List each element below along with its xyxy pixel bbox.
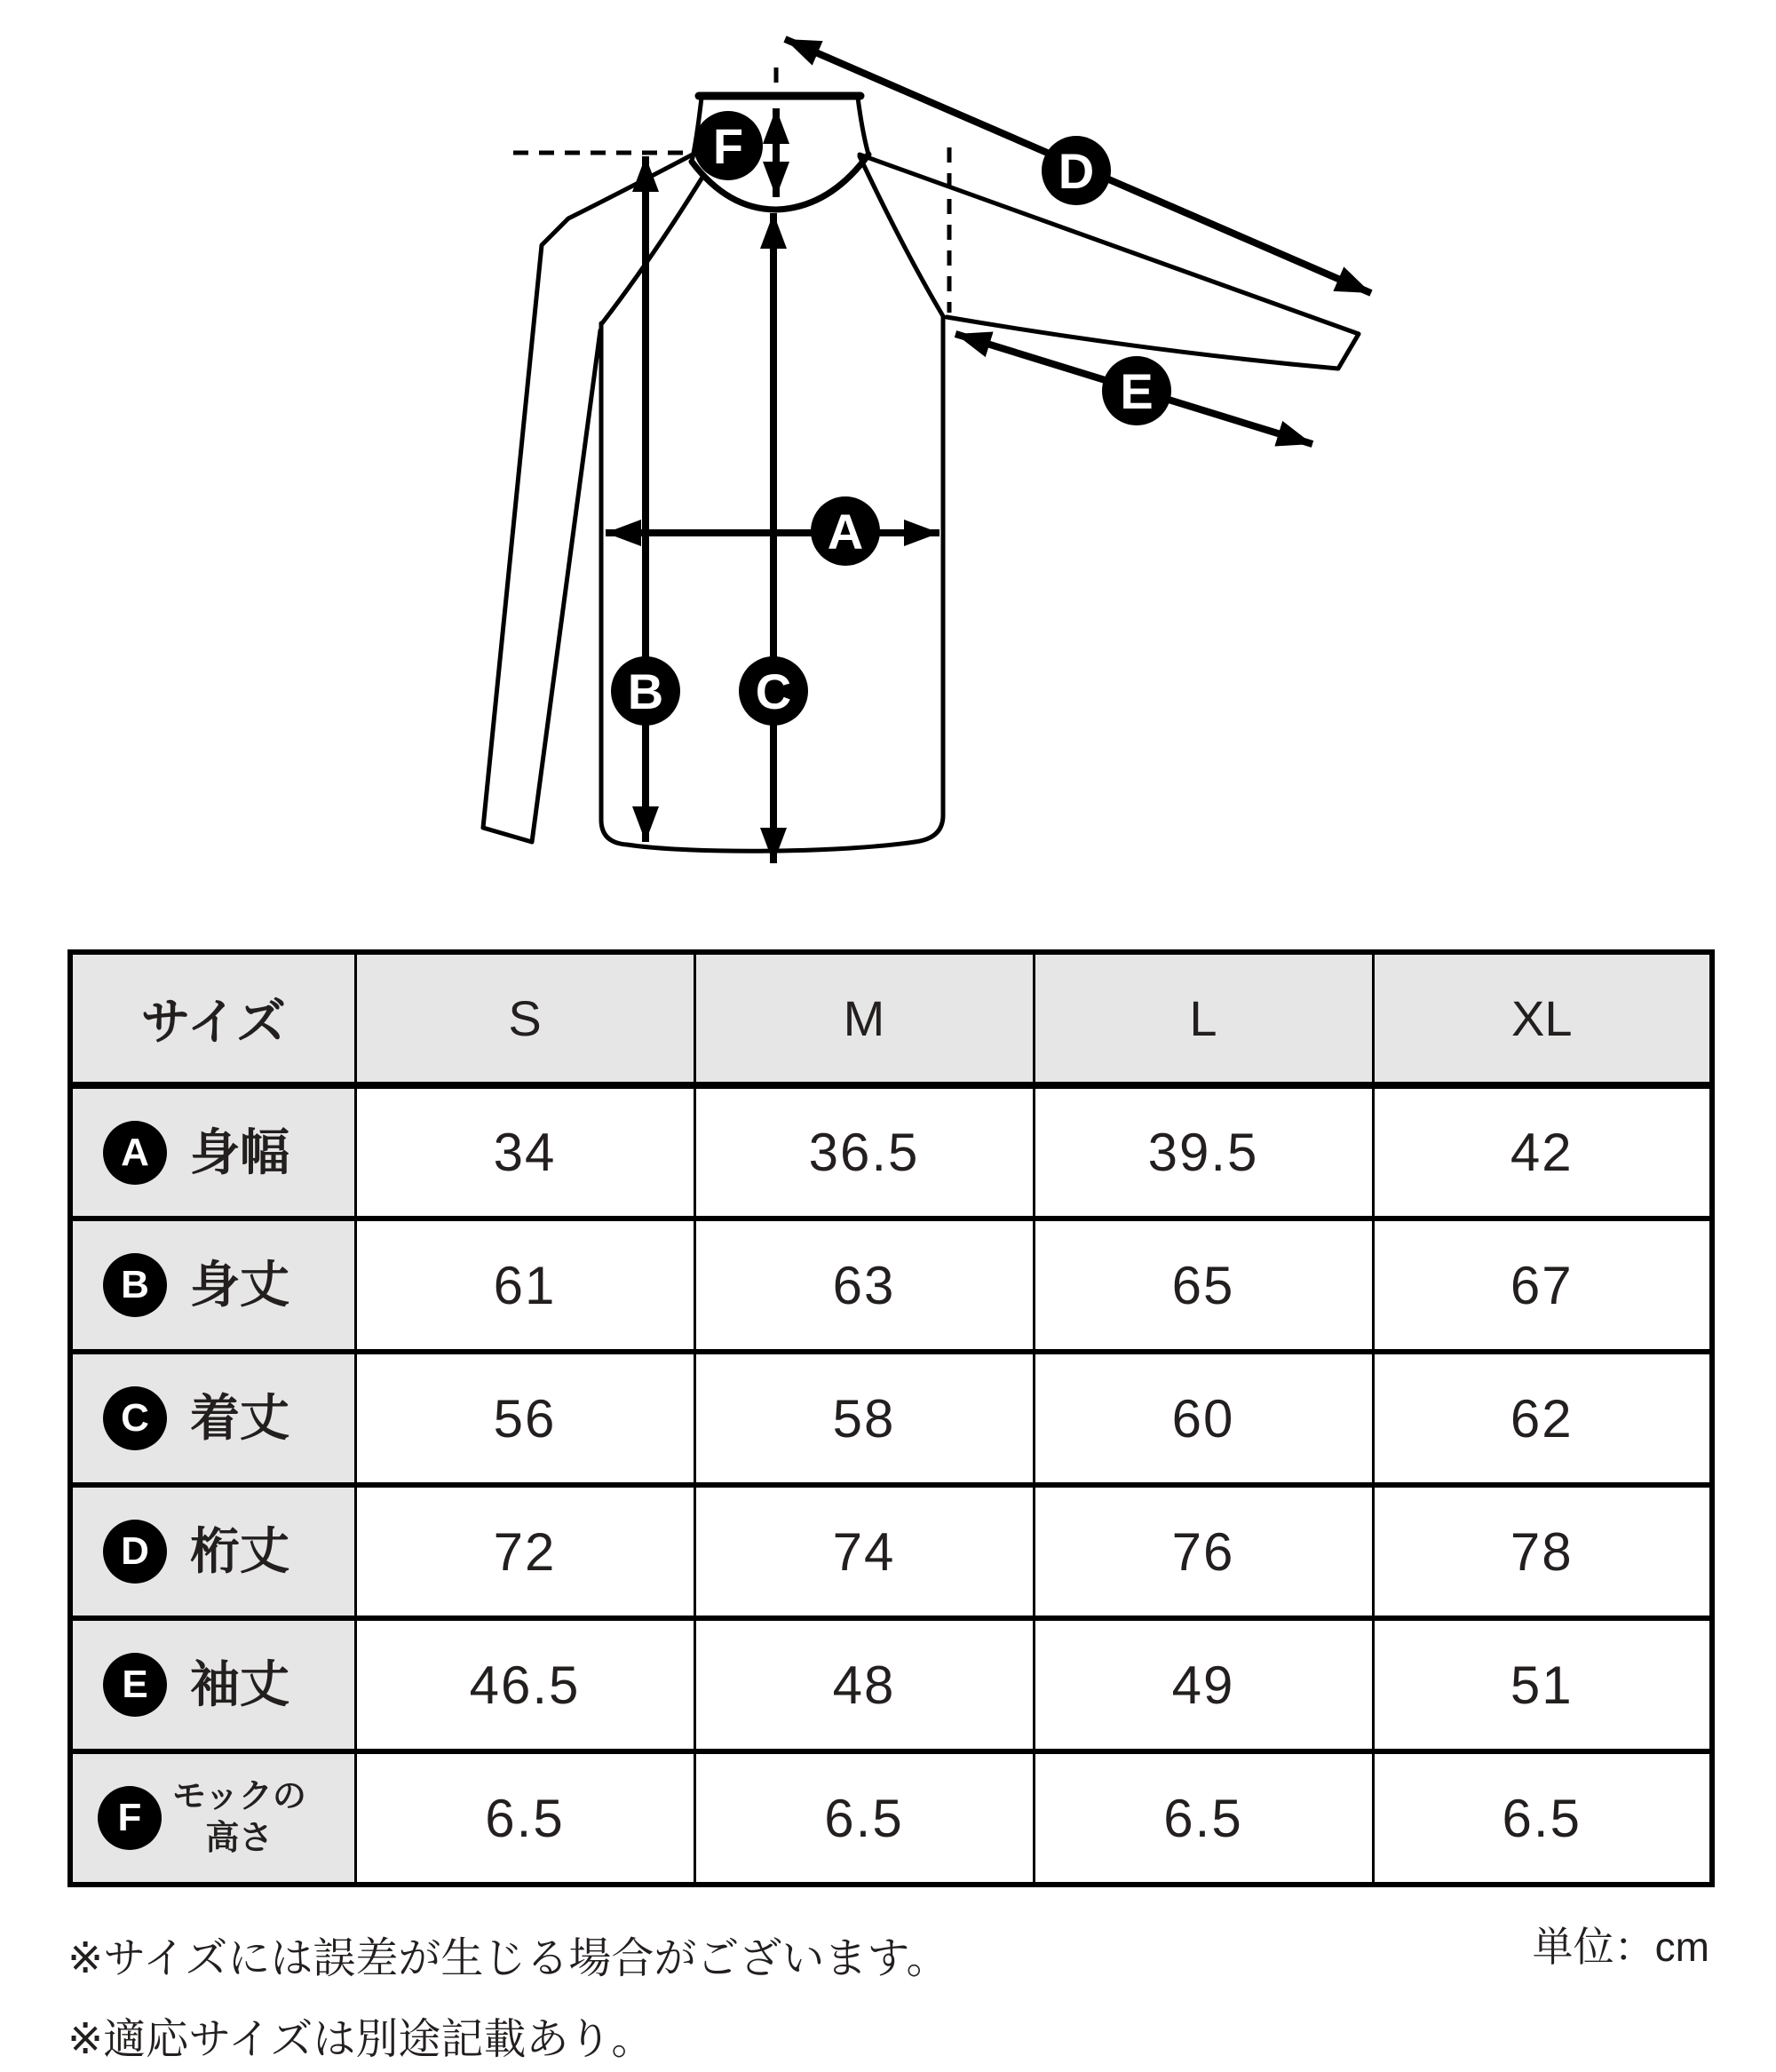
cell-d-m: 74 [694, 1485, 1034, 1618]
badge-E [1102, 356, 1171, 425]
row-label-f-line1: モックの [172, 1777, 306, 1815]
cell-a-xl: 42 [1373, 1085, 1712, 1219]
row-label-b [70, 1219, 355, 1352]
cell-f-xl: 6.5 [1373, 1751, 1712, 1885]
column-header-xl: XL [1373, 952, 1712, 1085]
badge-A-letter: A [827, 504, 864, 560]
row-label-d [70, 1485, 355, 1618]
table-badge-F: F [98, 1786, 162, 1850]
row-label-f-line2: 高さ [205, 1820, 274, 1857]
cell-c-xl: 62 [1373, 1352, 1712, 1485]
column-header-s: S [355, 952, 694, 1085]
size-chart-table [67, 949, 1715, 1887]
table-badge-A: A [103, 1121, 167, 1185]
table-row-c [70, 1352, 1712, 1485]
cell-f-s: 6.5 [355, 1751, 694, 1885]
table-row-a [70, 1085, 1712, 1219]
table-badge-C: C [103, 1386, 167, 1450]
cell-b-s: 61 [355, 1219, 694, 1352]
badge-D [1042, 136, 1111, 205]
cell-f-l: 6.5 [1034, 1751, 1373, 1885]
cell-d-xl: 78 [1373, 1485, 1712, 1618]
table-badge-B: B [103, 1253, 167, 1317]
cell-c-m: 58 [694, 1352, 1034, 1485]
cell-f-m: 6.5 [694, 1751, 1034, 1885]
row-label-d-text: 桁丈 [190, 1523, 289, 1579]
footnotes [67, 1918, 949, 2072]
cell-e-s: 46.5 [355, 1618, 694, 1751]
badge-C [739, 656, 808, 726]
left-raglan-seam [602, 176, 703, 323]
badge-F [694, 111, 763, 180]
row-label-f [70, 1751, 355, 1885]
table-header-row [70, 952, 1712, 1085]
diagram-badges [611, 111, 1171, 726]
row-label-f-text [172, 1776, 306, 1861]
cell-e-l: 49 [1034, 1618, 1373, 1751]
badge-B [611, 656, 680, 726]
cell-a-m: 36.5 [694, 1085, 1034, 1219]
cell-c-l: 60 [1034, 1352, 1373, 1485]
row-label-b-text: 身丈 [190, 1257, 289, 1313]
footnote-fit-reference: ※適応サイズは別途記載あり。 [67, 2016, 654, 2064]
row-label-e [70, 1618, 355, 1751]
collar-right-line [858, 98, 868, 155]
unit-label: 単位：cm [1532, 1924, 1709, 1970]
garment-outline [483, 96, 1359, 851]
table-row-e [70, 1618, 1712, 1751]
table-row-d [70, 1485, 1712, 1618]
badge-B-letter: B [627, 663, 664, 719]
row-label-c-text: 着丈 [190, 1390, 289, 1446]
cell-b-m: 63 [694, 1219, 1034, 1352]
badge-F-letter: F [712, 118, 744, 174]
table-badge-E: E [103, 1653, 167, 1717]
badge-D-letter: D [1058, 143, 1095, 199]
table-corner-label: サイズ [70, 952, 355, 1085]
cell-c-s: 56 [355, 1352, 694, 1485]
badge-C-letter: C [755, 663, 792, 719]
cell-a-s: 34 [355, 1085, 694, 1219]
table-row-b [70, 1219, 1712, 1352]
left-sleeve-outline [483, 155, 693, 842]
cell-b-xl: 67 [1373, 1219, 1712, 1352]
column-header-l: L [1034, 952, 1373, 1085]
row-label-a [70, 1085, 355, 1219]
cell-b-l: 65 [1034, 1219, 1373, 1352]
row-label-e-text: 袖丈 [190, 1656, 289, 1712]
table-row-f [70, 1751, 1712, 1885]
guide-lines [513, 67, 949, 313]
garment-measurement-diagram [0, 0, 1776, 941]
row-label-a-text: 身幅 [190, 1123, 289, 1180]
footnote-size-tolerance: ※サイズには誤差が生じる場合がございます。 [67, 1935, 949, 1982]
right-sleeve-outline [860, 155, 1359, 369]
table-badge-D: D [103, 1520, 167, 1584]
column-header-m: M [694, 952, 1034, 1085]
row-label-c [70, 1352, 355, 1485]
cell-e-xl: 51 [1373, 1618, 1712, 1751]
cell-d-s: 72 [355, 1485, 694, 1618]
badge-A [811, 496, 880, 566]
badge-E-letter: E [1120, 363, 1154, 419]
cell-a-l: 39.5 [1034, 1085, 1373, 1219]
cell-e-m: 48 [694, 1618, 1034, 1751]
cell-d-l: 76 [1034, 1485, 1373, 1618]
